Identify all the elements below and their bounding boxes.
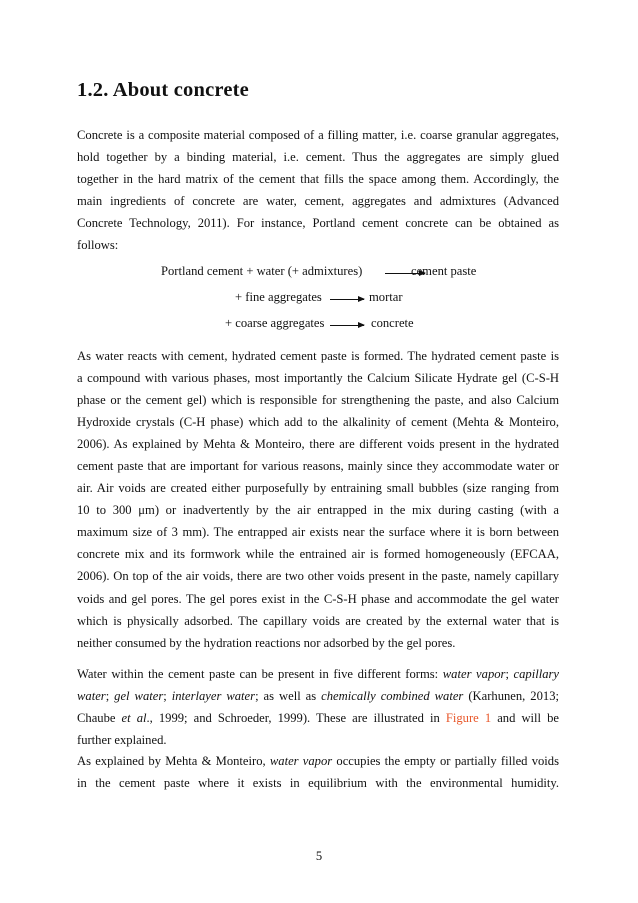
- text-line: phase or the cement gel) which is responsible for strengthening the paste, and also Calcium: [77, 393, 559, 408]
- term-capillary: capillary: [513, 667, 560, 681]
- text-run: ;: [105, 689, 115, 704]
- text-line: Concrete Technology, 2011). For instance, Portland cement concrete can be obtained as: [77, 216, 559, 231]
- text-run: Chaube: [77, 711, 122, 726]
- text-line: in the cement paste where it exists in equilibrium with the environmental humidity.: [77, 776, 559, 791]
- text-line: neither consumed by the hydration reactions nor adsorbed by the gel pores.: [77, 635, 456, 650]
- text-line: 2006). On top of the air voids, there are two other voids present in the paste, namely capillary: [77, 569, 559, 584]
- text-run: Water within the cement paste can be present in five different forms:: [77, 667, 443, 681]
- equation-1-left: Portland cement + water (+ admixtures): [161, 264, 363, 278]
- text-run: and will be: [491, 711, 559, 726]
- term-water-vapor: water vapor: [269, 754, 333, 768]
- text-line: air. Air voids are created either purposefully by entraining small bubbles (size ranging from: [77, 481, 559, 496]
- text-line: voids and gel pores. The gel pores exist in the C-S-H phase and accommodate the gel water: [77, 591, 559, 606]
- equation-1-right: cement paste: [411, 264, 477, 278]
- equation-2-right: mortar: [369, 290, 403, 304]
- text-run: As explained by Mehta & Monteiro,: [77, 754, 270, 768]
- term-gel-water: gel water: [114, 689, 164, 704]
- text-line: [77, 707, 559, 729]
- text-line: Hydroxide crystals (C-H phase) which add to the alkalinity of cement (Mehta & Monteiro,: [77, 415, 559, 430]
- water-forms-paragraph: [77, 663, 559, 751]
- term-chemically-combined-water: chemically combined water: [321, 689, 464, 704]
- text-line: hold together by a binding material, i.e. cement. Thus the aggregates are simply glued: [77, 150, 559, 165]
- arrow-right-icon: [330, 299, 364, 300]
- arrow-right-icon: [330, 325, 364, 326]
- term-capillary-water: water: [77, 689, 106, 704]
- section-heading: 1.2. About concrete: [77, 79, 249, 101]
- text-run: ., 1999; and Schroeder, 1999). These are illustrated in: [146, 711, 446, 726]
- text-run: (Karhunen, 2013;: [463, 689, 559, 704]
- text-line: cement paste that are important for various reasons, mainly since they accommodate water or: [77, 459, 559, 474]
- text-line: main ingredients of concrete are water, cement, aggregates and admixtures (Advanced: [77, 194, 559, 209]
- text-line: As water reacts with cement, hydrated cement paste is formed. The hydrated cement paste is: [77, 349, 559, 363]
- equation-3-right: concrete: [371, 316, 414, 330]
- text-run: ;: [505, 667, 514, 681]
- text-line: 10 to 300 μm) or inadvertently by the air entrapped in the mix during casting (with a: [77, 503, 559, 518]
- text-line: which is physically adsorbed. The capillary voids are created by the external water that is: [77, 613, 559, 628]
- figure-1-link[interactable]: Figure 1: [445, 711, 492, 726]
- water-vapor-paragraph: [77, 750, 559, 794]
- page-number: 5: [315, 849, 323, 863]
- term-water-vapor: water vapor: [442, 667, 506, 681]
- text-run: ;: [163, 689, 172, 704]
- text-line: Concrete is a composite material composed of a filling matter, i.e. coarse granular aggregates,: [77, 128, 559, 142]
- text-line: [77, 663, 559, 685]
- text-line: follows:: [77, 238, 119, 253]
- text-line: maximum size of 3 mm). The entrapped air exists near the surface where it is born between: [77, 525, 559, 540]
- text-line: further explained.: [77, 733, 167, 748]
- text-run: occupies the empty or partially filled voids: [332, 754, 559, 768]
- equation-2-left: + fine aggregates: [235, 290, 322, 304]
- text-run: ; as well as: [255, 689, 322, 704]
- text-line: concrete mix and its formwork while the entrained air is formed homogeneously (EFCAA,: [77, 547, 559, 562]
- text-run: et al: [121, 711, 147, 726]
- text-line: [77, 750, 559, 772]
- hydration-paragraph: [77, 345, 559, 654]
- text-line: a compound with various phases, most importantly the Calcium Silicate Hydrate gel (C-S-H: [77, 371, 559, 386]
- text-line: together in the hard matrix of the cement that fills the space among them. Accordingly, the: [77, 172, 559, 187]
- text-line: [77, 685, 559, 707]
- equation-3-left: + coarse aggregates: [225, 316, 325, 330]
- intro-paragraph: [77, 124, 559, 256]
- term-interlayer-water: interlayer water: [171, 689, 256, 704]
- text-line: 2006). As explained by Mehta & Monteiro, there are different voids present in the hydrated: [77, 437, 559, 452]
